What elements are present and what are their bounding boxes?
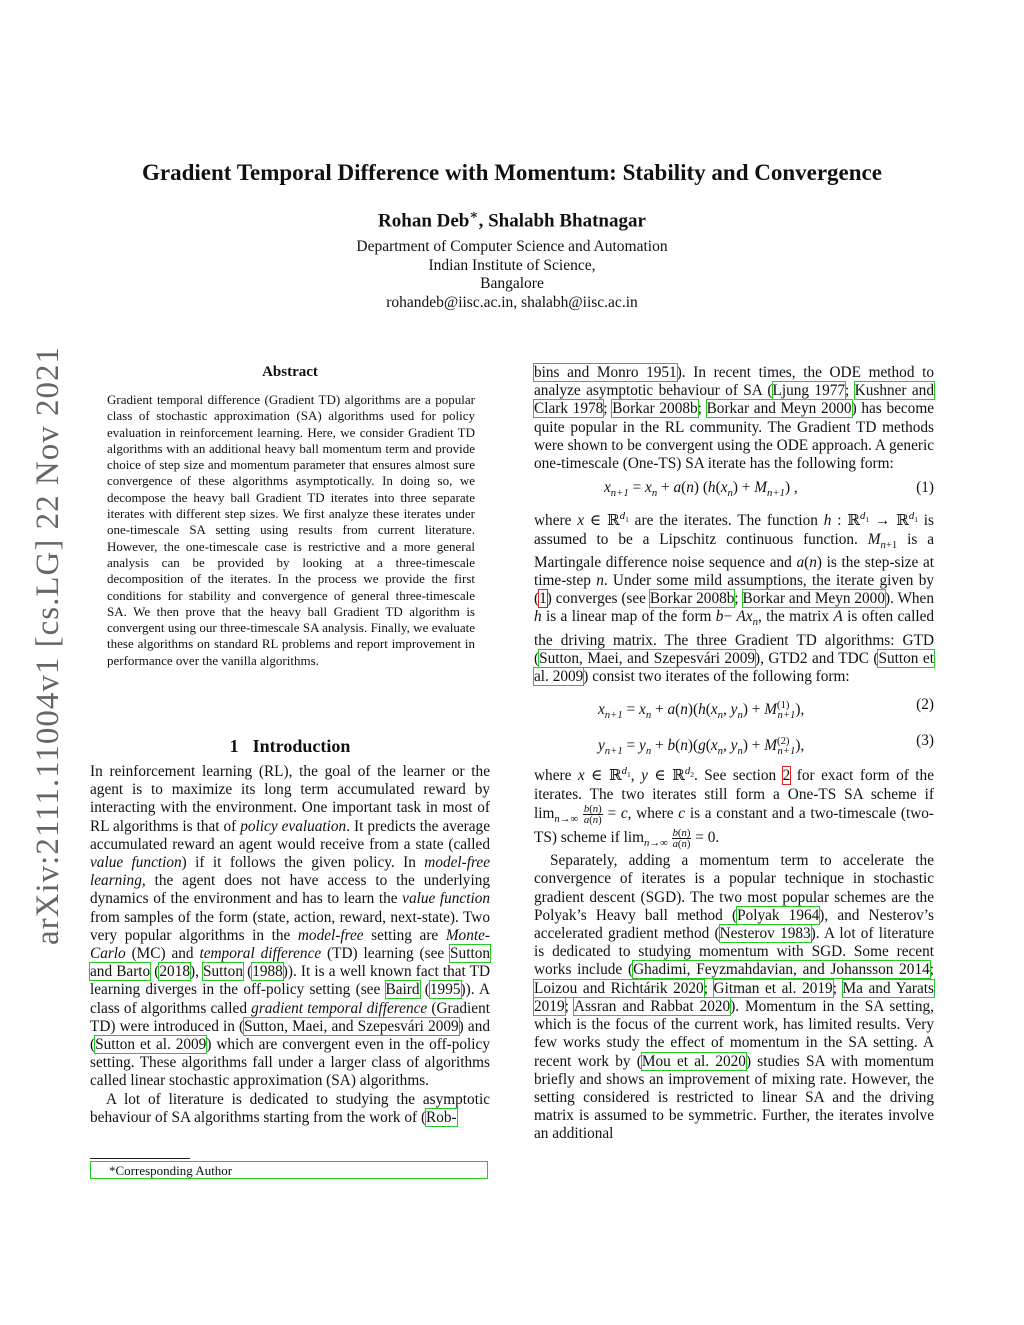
- section-heading-introduction: [90, 736, 490, 757]
- citation-link[interactable]: Borkar 2008b: [612, 400, 698, 418]
- citation-link[interactable]: Borkar 2008b: [649, 590, 735, 608]
- citation-link[interactable]: Sutton et al. 2009: [534, 649, 934, 686]
- footnote-rule: [90, 1158, 190, 1159]
- citation-link[interactable]: Ljung 1977: [772, 382, 846, 400]
- citation-link[interactable]: Mou et al. 2020: [641, 1052, 746, 1070]
- right-column-text: [534, 364, 934, 1144]
- citation-link[interactable]: Polyak 1964: [737, 906, 820, 924]
- citation-link[interactable]: 1988: [252, 963, 283, 981]
- abstract-heading: Abstract: [262, 364, 318, 380]
- citation-link[interactable]: Borkar and Meyn 2000: [742, 590, 885, 608]
- body-paragraph-momentum: Separately, adding a momentum term to accelerate the convergence of iterates is a popular technique in stochastic gradient descent (SGD). The two most popular schemes are the Polyak’s Heavy ball method (Polyak 1964), and Nesterov’s accelerated gradient method (Nesterov 1983). A lot of literature is dedicated to studying momentum with SGD. Some recent works include (Ghadimi, Feyzmahdavian, and Johansson 2014; Loizou and Richtárik 2020; Gitman et al. 2019; Ma and Yarats 2019; Assran and Rabbat 2020). Momentum in the SA setting, which is the focus of the current work, has limited results. Very few works study the effect of momentum in the SA setting. A recent work by (Mou et al. 2020) studies SA with momentum briefly and shows an improvement of mixing rate. However, the setting considered is restricted to linear SA and the driving matrix is assumed to be symmetric. Further, the iterates involve an additional: [534, 852, 935, 1143]
- affiliation-dept: Department of Computer Science and Automation: [356, 238, 668, 255]
- citation-link[interactable]: Sutton: [203, 963, 243, 981]
- body-paragraph-iterates: where x ∈ ℝ$^{d_1}$ are the iterates. The function h : ℝ$^{d_1}$ → ℝ$^{d_1}$ is assumed to be a Lipschitz continuous function. $M_{n+1}$ is a Martingale difference noise sequence and a(n) is the step-size at time-step n. Under some mild assumptions, the iterate given by (1) converges (see Borkar 2008b; Borkar and Meyn 2000). When h is a linear map of the form $b- Ax_n$, the matrix A is often called the driving matrix. The three Gradient TD algorithms: GTD (Sutton, Maei, and Szepesvári 2009), GTD2 and TDC (Sutton et al. 2009) consist two iterates of the following form:: [534, 510, 935, 686]
- body-paragraph-ode: bins and Monro 1951). In recent times, the ODE method to analyze asymptotic behaviour of SA (Ljung 1977; Kushner and Clark 1978; Borkar 2008b; Borkar and Meyn 2000) has become quite popular in the RL community. The Gradient TD methods were shown to be convergent using the ODE approach. A generic one-timescale (One-TS) SA iterate has the following form:: [534, 364, 935, 473]
- citation-link[interactable]: Nesterov 1983: [719, 925, 811, 943]
- paper-authors: Rohan Deb∗, Shalabh Bhatnagar: [378, 207, 646, 232]
- arxiv-stamp: [18, 345, 78, 945]
- section-title: Introduction: [252, 736, 351, 756]
- equation-number: (3): [916, 732, 934, 750]
- citation-link[interactable]: Ghadimi, Feyzmahdavian, and Johansson 2014: [633, 961, 930, 979]
- equation-3: [534, 724, 934, 762]
- left-column-text: [90, 763, 490, 1127]
- paper-title: Gradient Temporal Difference with Momentum: Stability and Convergence: [142, 160, 882, 185]
- citation-link[interactable]: Sutton et al. 2009: [95, 1036, 207, 1054]
- body-paragraph-timescale: where x ∈ ℝ$^{d_1}$, y ∈ ℝ$^{d_2}$. See section 2 for exact form of the iterates. The two iterates still form a One-TS SA scheme if $\lim_{n\to\infty}$ $\frac{b(n)}{a(n)}$ = c, where c is a constant and a two-timescale (two-TS) scheme if $\lim_{n\to\infty}$ $\frac{b(n)}{a(n)}$ = 0.: [534, 765, 935, 850]
- equation-number: (1): [916, 479, 934, 497]
- affiliation-emails: rohandeb@iisc.ac.in, shalabh@iisc.ac.in: [386, 293, 638, 311]
- citation-link[interactable]: Gitman et al. 2019: [713, 979, 833, 997]
- citation-link[interactable]: Borkar and Meyn 2000: [706, 400, 852, 418]
- citation-link[interactable]: Loizou and Richtárik 2020: [534, 979, 704, 997]
- citation-link[interactable]: 1995: [429, 981, 461, 999]
- arxiv-id: arXiv:2111.11004v1 [cs.LG] 22 Nov 2021: [29, 345, 66, 945]
- affiliation: [90, 238, 934, 312]
- affiliation-inst: Indian Institute of Science,: [428, 256, 596, 274]
- intro-paragraph-1: In reinforcement learning (RL), the goal of the learner or the agent is to maximize its long term accumulated reward by interacting with the environment. One important task in most of RL algorithms is that of policy evaluation. It predicts the average accumulated reward an agent would receive from a state (called value function) if it follows the given policy. In model-free learning, the agent does not have access to the underlying dynamics of the environment and has to learn the value function from samples of the form (state, action, reward, next-state). Two very popular algorithms in the model-free setting are Monte-Carlo (MC) and temporal difference (TD) learning (see Sutton and Barto (2018), Sutton (1988)). It is a well known fact that TD learning diverges in the off-policy setting (see Baird (1995)). A class of algorithms called gradient temporal difference (Gradient TD) were introduced in (Sutton, Maei, and Szepesvári 2009) and (Sutton et al. 2009) which are convergent even in the off-policy setting. These algorithms fall under a larger class of algorithms called linear stochastic approximation (SA) algorithms.: [90, 763, 490, 1090]
- section-ref-link[interactable]: 2: [782, 767, 791, 785]
- equation-1-math: $x_{n+1} = x_n + a(n) (h(x_n) + M_{n+1})$ ,: [604, 479, 798, 500]
- citation-link[interactable]: Sutton, Maei, and Szepesvári 2009: [539, 649, 756, 667]
- citation-link[interactable]: Kushner and Clark 1978: [534, 382, 934, 418]
- citation-link[interactable]: 2018: [159, 963, 190, 981]
- citation-link[interactable]: Sutton, Maei, and Szepesvári 2009: [244, 1017, 459, 1035]
- citation-link[interactable]: Rob-: [426, 1108, 457, 1126]
- equation-2-math: $x_{n+1} = x_n + a(n)(h(x_n$, $y_n) + M^{(1)}_{n+1}$),: [598, 699, 805, 722]
- citation-link[interactable]: Baird: [385, 981, 420, 999]
- equation-number: (2): [916, 696, 934, 714]
- citation-link[interactable]: Assran and Rabbat 2020: [573, 997, 731, 1015]
- citation-link[interactable]: bins and Monro 1951: [534, 364, 677, 381]
- abstract-body: Gradient temporal difference (Gradient TD) algorithms are a popular class of stochastic approximation (SA) algorithms used for policy evaluation in reinforcement learning. Here, we consider Gradient TD algorithms with an additional heavy ball momentum term and provide choice of step size and momentum parameter that ensures almost sure convergence of these algorithms asymptotically. In doing so, we decompose the heavy ball Gradient TD iterates into three separate iterates with different step sizes. We first analyze these iterates under one-timescale SA setting using results from current literature. However, the one-timescale case is restrictive and a more general analysis can be provided by looking at a three-timescale decomposition of the iterates. In the process we provide the first conditions for stability and convergence of general three-timescale SA. We then prove that the heavy ball Gradient TD algorithm is convergent using our three-timescale SA analysis. Finally, we evaluate these algorithms on standard RL problems and report improvement in performance over the vanilla algorithms.: [107, 392, 475, 668]
- intro-paragraph-2: A lot of literature is dedicated to studying the asymptotic behaviour of SA algorithms starting from the work of (Rob-: [90, 1090, 490, 1126]
- section-number: 1: [229, 736, 239, 756]
- equation-1: [534, 473, 934, 507]
- citation-link[interactable]: Ma and Yarats 2019: [534, 979, 935, 1015]
- equation-2: [534, 686, 934, 724]
- citation-link[interactable]: Sutton and Barto: [90, 945, 490, 981]
- equation-3-math: $y_{n+1} = y_n + b(n)(g(x_n$, $y_n) + M^{(2)}_{n+1}$),: [598, 735, 805, 758]
- affiliation-city: Bangalore: [480, 275, 544, 292]
- footnote[interactable]: *Corresponding Author: [90, 1161, 488, 1179]
- equation-ref-link[interactable]: 1: [539, 590, 547, 608]
